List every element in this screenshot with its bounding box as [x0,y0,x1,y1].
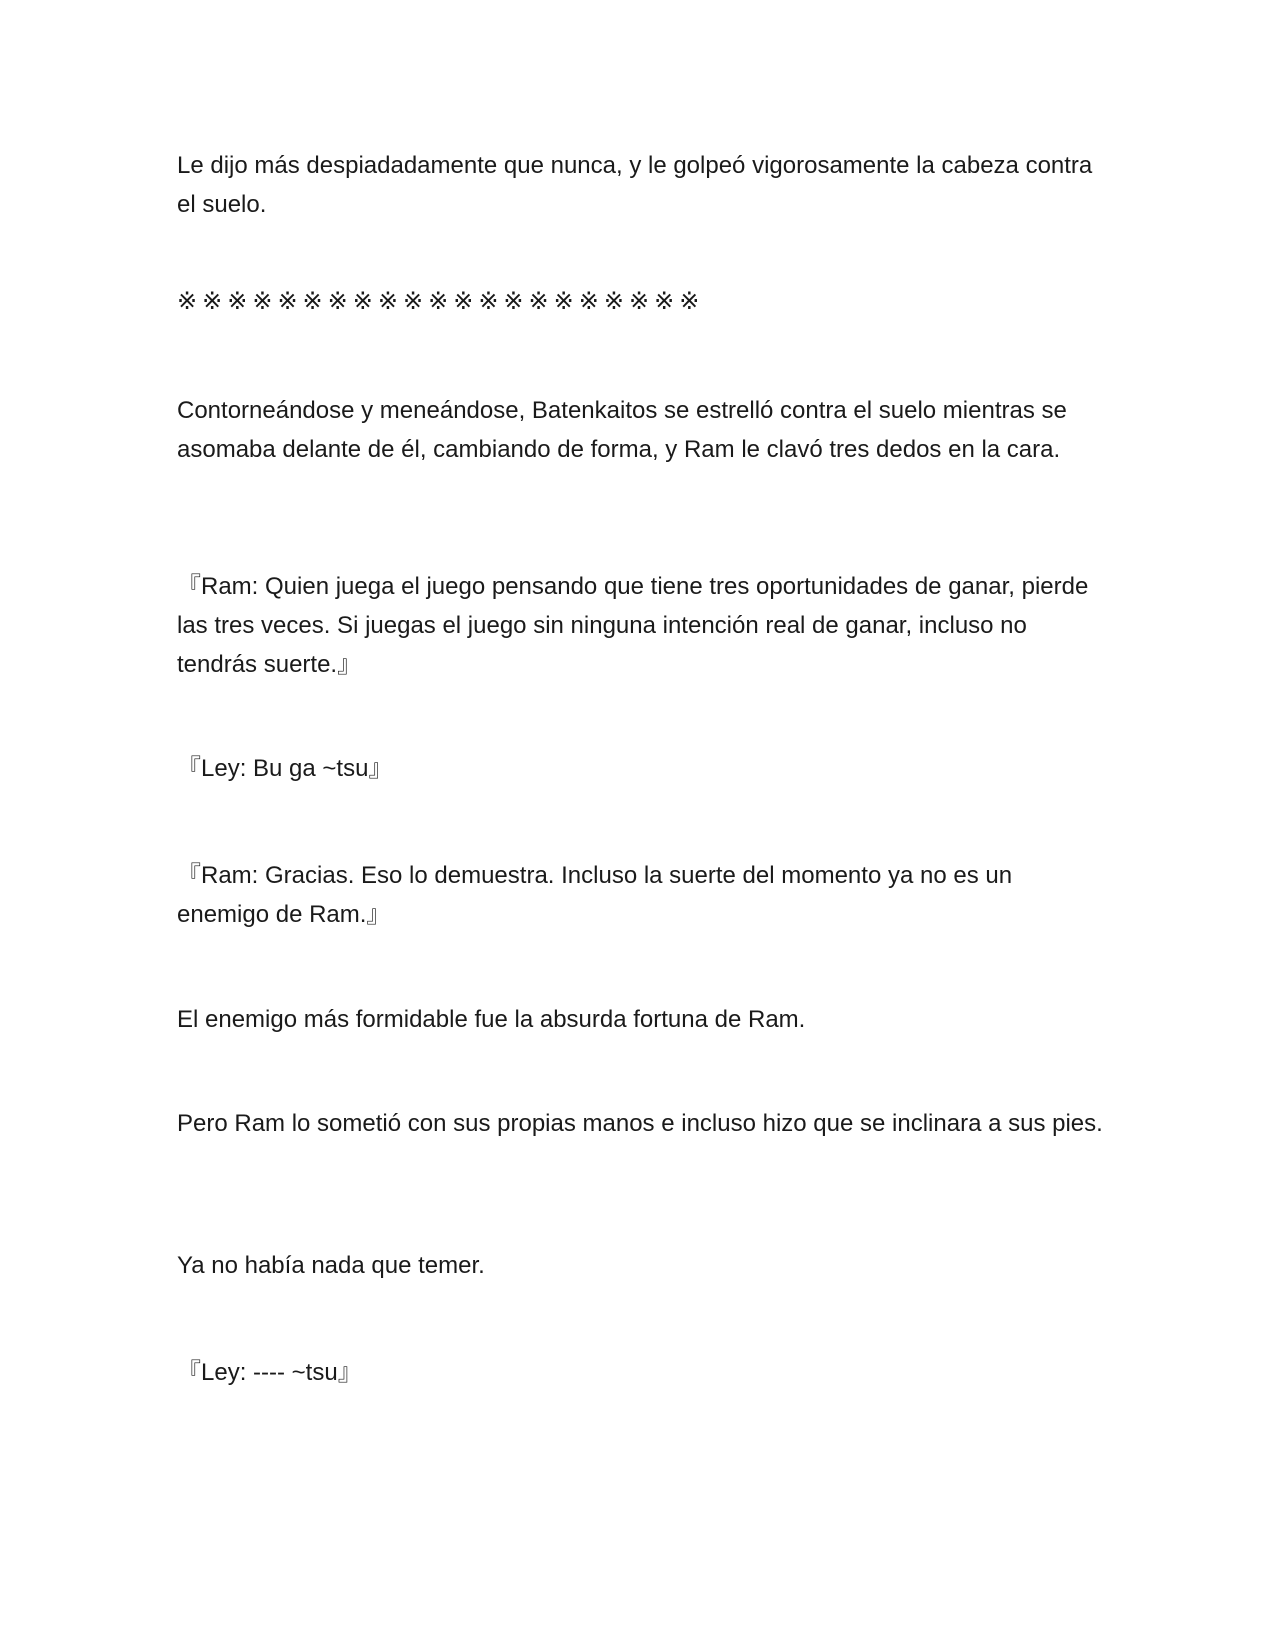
dialogue-ram-1: 『Ram: Quien juega el juego pensando que tiene tres oportunidades de ganar, pierde las tres veces. Si juegas el juego sin ninguna intención real de ganar, incluso no tendrás suerte.』 [177,573,1095,678]
scene-separator: ※※※※※※※※※※※※※※※※※※※※※ [177,287,705,315]
paragraph-1: Le dijo más despiadadamente que nunca, y le golpeó vigorosamente la cabeza contra el suelo. [177,152,1099,218]
dialogue-ram-2: 『Ram: Gracias. Eso lo demuestra. Incluso la suerte del momento ya no es un enemigo de Ram.』 [177,862,1019,928]
dialogue-ley-2: 『Ley: ---- ~tsu』 [177,1359,362,1386]
paragraph-4: Pero Ram lo sometió con sus propias manos e incluso hizo que se inclinara a sus pies. [177,1110,1103,1137]
paragraph-5: Ya no había nada que temer. [177,1252,485,1279]
dialogue-ley-1: 『Ley: Bu ga ~tsu』 [177,755,393,782]
paragraph-2: Contorneándose y meneándose, Batenkaitos se estrelló contra el suelo mientras se asomaba delante de él, cambiando de forma, y Ram le clavó tres dedos en la cara. [177,397,1074,463]
paragraph-3: El enemigo más formidable fue la absurda fortuna de Ram. [177,1006,806,1033]
